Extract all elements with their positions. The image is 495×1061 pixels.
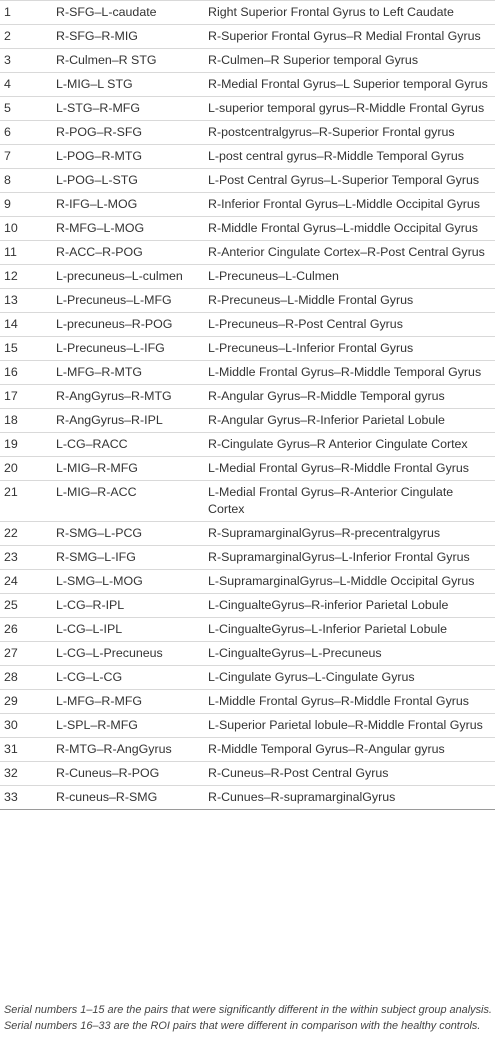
serial-number-cell: 4 (4, 77, 11, 91)
table-row (0, 594, 495, 618)
table-row (0, 762, 495, 786)
table-row (0, 217, 495, 241)
roi-description-cell: L-CingualteGyrus–L-Inferior Parietal Lobule (208, 622, 447, 636)
roi-pair-cell: L-precuneus–R-POG (56, 317, 173, 331)
roi-pair-cell: L-CG–RACC (56, 437, 128, 451)
serial-number-cell: 9 (4, 197, 11, 211)
roi-pair-cell: R-SFG–L-caudate (56, 5, 157, 19)
table-row (0, 786, 495, 810)
table-body (0, 1, 495, 810)
roi-description-cell: L-Precuneus–R-Post Central Gyrus (208, 317, 403, 331)
roi-pair-cell: R-AngGyrus–R-IPL (56, 413, 163, 427)
roi-pair-cell: L-MIG–R-ACC (56, 485, 137, 499)
roi-description-cell: R-Middle Frontal Gyrus–L-middle Occipital Gyrus (208, 221, 478, 235)
serial-number-cell: 23 (4, 550, 18, 564)
serial-number-cell: 12 (4, 269, 18, 283)
roi-description-cell: L-Post Central Gyrus–L-Superior Temporal Gyrus (208, 173, 480, 187)
roi-description-cell: R-Inferior Frontal Gyrus–L-Middle Occipital Gyrus (208, 197, 480, 211)
roi-description-cell: R-Angular Gyrus–R-Middle Temporal gyrus (208, 389, 445, 403)
serial-number-cell: 33 (4, 790, 18, 804)
table-row (0, 193, 495, 217)
roi-pair-cell: L-SPL–R-MFG (56, 718, 138, 732)
serial-number-cell: 17 (4, 389, 18, 403)
roi-description-cell: R-SupramarginalGyrus–R-precentralgyrus (208, 526, 441, 540)
serial-number-cell: 30 (4, 718, 18, 732)
roi-pair-cell: R-MFG–L-MOG (56, 221, 145, 235)
table-row (0, 121, 495, 145)
serial-number-cell: 15 (4, 341, 18, 355)
serial-number-cell: 20 (4, 461, 18, 475)
roi-description-cell: R-Angular Gyrus–R-Inferior Parietal Lobule (208, 413, 445, 427)
roi-pair-cell: L-CG–R-IPL (56, 598, 125, 612)
roi-description-cell: L-CingualteGyrus–L-Precuneus (208, 646, 382, 660)
roi-description-cell: R-Cunues–R-supramarginalGyrus (208, 790, 396, 804)
serial-number-cell: 11 (4, 245, 17, 259)
table-row (0, 265, 495, 289)
table-row (0, 49, 495, 73)
roi-description-cell: L-Precuneus–L-Culmen (208, 269, 339, 283)
roi-description-cell: L-Middle Frontal Gyrus–R-Middle Frontal Gyrus (208, 694, 469, 708)
serial-number-cell: 18 (4, 413, 18, 427)
roi-description-cell: L-Superior Parietal lobule–R-Middle Frontal Gyrus (208, 718, 483, 732)
serial-number-cell: 14 (4, 317, 18, 331)
serial-number-cell: 31 (4, 742, 18, 756)
roi-description-cell: L-CingualteGyrus–R-inferior Parietal Lobule (208, 598, 449, 612)
roi-pair-cell: L-Precuneus–L-MFG (56, 293, 172, 307)
roi-description-cell: L-Middle Frontal Gyrus–R-Middle Temporal Gyrus (208, 365, 482, 379)
roi-pair-cell: L-MIG–L STG (56, 77, 133, 91)
table-row (0, 642, 495, 666)
serial-number-cell: 7 (4, 149, 11, 163)
table-row (0, 313, 495, 337)
roi-description-cell: L-Medial Frontal Gyrus–R-Middle Frontal Gyrus (208, 461, 469, 475)
table-row (0, 546, 495, 570)
serial-number-cell: 5 (4, 101, 11, 115)
serial-number-cell: 29 (4, 694, 18, 708)
roi-pair-cell: L-precuneus–L-culmen (56, 269, 183, 283)
serial-number-cell: 10 (4, 221, 18, 235)
roi-pair-cell: L-CG–L-CG (56, 670, 123, 684)
roi-description-cell: L-Medial Frontal Gyrus–R-Anterior Cingulate Cortex (208, 485, 454, 516)
table-row (0, 241, 495, 265)
serial-number-cell: 27 (4, 646, 18, 660)
roi-description-cell: R-Superior Frontal Gyrus–R Medial Frontal Gyrus (208, 29, 481, 43)
table-row (0, 73, 495, 97)
roi-pair-cell: L-MIG–R-MFG (56, 461, 138, 475)
table-row (0, 522, 495, 546)
serial-number-cell: 24 (4, 574, 18, 588)
roi-pair-cell: L-CG–L-Precuneus (56, 646, 163, 660)
table-row (0, 25, 495, 49)
roi-pair-cell: L-CG–L-IPL (56, 622, 123, 636)
table-row (0, 337, 495, 361)
serial-number-cell: 1 (4, 5, 11, 19)
table-row (0, 145, 495, 169)
roi-pair-cell: L-MFG–R-MFG (56, 694, 143, 708)
roi-pair-cell: R-cuneus–R-SMG (56, 790, 158, 804)
serial-number-cell: 21 (4, 485, 18, 499)
serial-number-cell: 3 (4, 53, 11, 67)
table-row (0, 433, 495, 457)
roi-pair-cell: L-Precuneus–L-IFG (56, 341, 165, 355)
table-row (0, 570, 495, 594)
table-row (0, 361, 495, 385)
serial-number-cell: 19 (4, 437, 18, 451)
table-row (0, 169, 495, 193)
roi-pair-cell: R-AngGyrus–R-MTG (56, 389, 172, 403)
table-row (0, 97, 495, 121)
table-row (0, 690, 495, 714)
roi-pair-cell: L-STG–R-MFG (56, 101, 140, 115)
serial-number-cell: 32 (4, 766, 18, 780)
table-row (0, 457, 495, 481)
roi-description-cell: R-Middle Temporal Gyrus–R-Angular gyrus (208, 742, 445, 756)
roi-pair-cell: L-POG–R-MTG (56, 149, 143, 163)
roi-description-cell: Right Superior Frontal Gyrus to Left Caudate (208, 5, 454, 19)
serial-number-cell: 28 (4, 670, 18, 684)
roi-pair-cell: R-SMG–L-PCG (56, 526, 143, 540)
serial-number-cell: 8 (4, 173, 11, 187)
table-row (0, 385, 495, 409)
roi-pair-cell: R-MTG–R-AngGyrus (56, 742, 172, 756)
table-row (0, 409, 495, 433)
roi-description-cell: R-Cingulate Gyrus–R Anterior Cingulate Cortex (208, 437, 468, 451)
roi-description-cell: R-Anterior Cingulate Cortex–R-Post Central Gyrus (208, 245, 485, 259)
roi-pair-cell: L-MFG–R-MTG (56, 365, 143, 379)
roi-pair-cell: L-SMG–L-MOG (56, 574, 143, 588)
roi-description-cell: R-postcentralgyrus–R-Superior Frontal gyrus (208, 125, 455, 139)
roi-description-cell: L-Cingulate Gyrus–L-Cingulate Gyrus (208, 670, 415, 684)
roi-pair-cell: R-SMG–L-IFG (56, 550, 136, 564)
roi-description-cell: R-Precuneus–L-Middle Frontal Gyrus (208, 293, 414, 307)
roi-pair-cell: R-SFG–R-MIG (56, 29, 138, 43)
serial-number-cell: 26 (4, 622, 18, 636)
table-row (0, 738, 495, 762)
roi-description-cell: L-superior temporal gyrus–R-Middle Frontal Gyrus (208, 101, 485, 115)
roi-description-cell: R-Cuneus–R-Post Central Gyrus (208, 766, 389, 780)
serial-number-cell: 13 (4, 293, 18, 307)
table-footnote: Serial numbers 1–15 are the pairs that were significantly different in the within subject group analysis. Serial numbers 16–33 are the ROI pairs that were different in comparison with the healthy controls. (4, 1004, 492, 1032)
table-row (0, 618, 495, 642)
roi-description-cell: R-Culmen–R Superior temporal Gyrus (208, 53, 419, 67)
roi-pair-cell: R-Culmen–R STG (56, 53, 157, 67)
table-row (0, 289, 495, 313)
serial-number-cell: 2 (4, 29, 11, 43)
serial-number-cell: 6 (4, 125, 11, 139)
serial-number-cell: 16 (4, 365, 18, 379)
roi-pair-cell: R-POG–R-SFG (56, 125, 143, 139)
roi-description-cell: R-SupramarginalGyrus–L-Inferior Frontal Gyrus (208, 550, 470, 564)
roi-description-cell: L-Precuneus–L-Inferior Frontal Gyrus (208, 341, 414, 355)
roi-pair-cell: R-IFG–L-MOG (56, 197, 138, 211)
table-row (0, 714, 495, 738)
table-row (0, 666, 495, 690)
roi-pair-cell: R-Cuneus–R-POG (56, 766, 160, 780)
serial-number-cell: 25 (4, 598, 18, 612)
table-row (0, 481, 495, 522)
table-row (0, 1, 495, 25)
roi-description-cell: R-Medial Frontal Gyrus–L Superior temporal Gyrus (208, 77, 488, 91)
roi-pair-cell: R-ACC–R-POG (56, 245, 143, 259)
roi-pair-cell: L-POG–L-STG (56, 173, 138, 187)
roi-description-cell: L-SupramarginalGyrus–L-Middle Occipital Gyrus (208, 574, 475, 588)
serial-number-cell: 22 (4, 526, 18, 540)
roi-description-cell: L-post central gyrus–R-Middle Temporal Gyrus (208, 149, 464, 163)
